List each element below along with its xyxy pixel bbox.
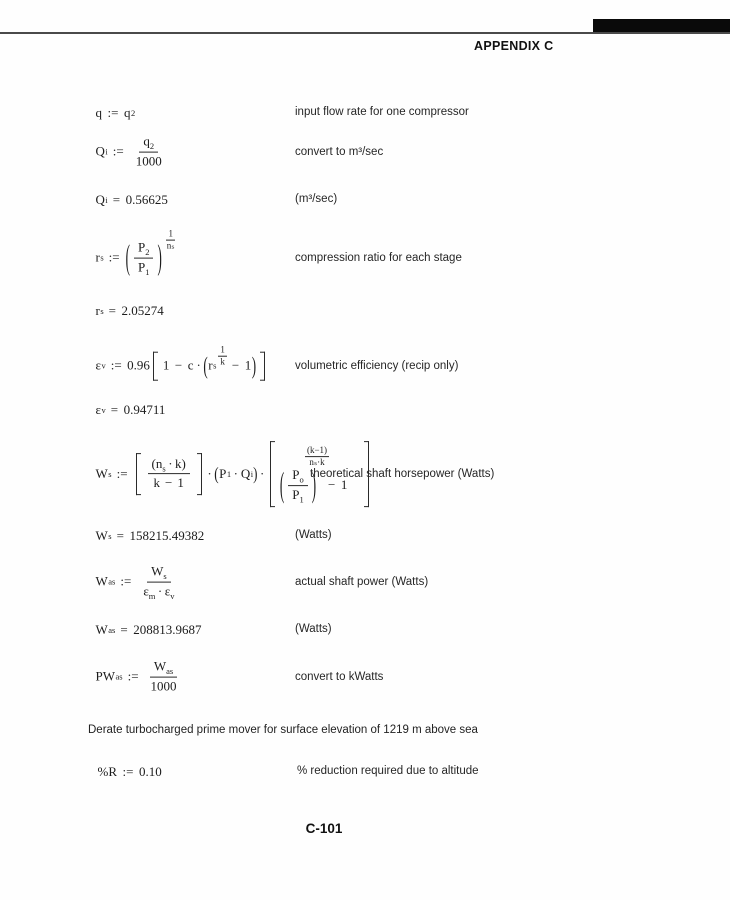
left-paren: ( bbox=[214, 463, 219, 484]
math-op: · bbox=[260, 466, 265, 481]
fraction bbox=[132, 134, 166, 171]
equation: W s = 158215.49382 bbox=[95, 528, 205, 543]
math-op: · bbox=[207, 466, 212, 481]
equation: PW as := $\frac{W_{as}}{1000}$ bbox=[95, 659, 184, 696]
math-var: W bbox=[95, 574, 108, 589]
math-sub: as bbox=[166, 666, 174, 677]
left-paren: ( bbox=[125, 236, 130, 277]
equation: ε v := 0.96 1 − c · ( r s 1 k − 1 ) bbox=[95, 352, 268, 381]
right-paren: ) bbox=[253, 463, 258, 484]
math-op: · bbox=[168, 455, 173, 471]
equation-row bbox=[95, 563, 429, 619]
numerator bbox=[134, 240, 153, 259]
math-var: P bbox=[219, 466, 227, 481]
math-op: := bbox=[122, 764, 134, 779]
annotation: convert to kWatts bbox=[295, 671, 384, 683]
right-paren: ) bbox=[157, 236, 162, 277]
math-op: := bbox=[107, 105, 119, 120]
math-var: W bbox=[95, 466, 108, 481]
math-op: − bbox=[231, 358, 240, 373]
equation-row bbox=[95, 105, 469, 130]
math-sub: o bbox=[299, 474, 304, 485]
math-sub: 1 bbox=[299, 494, 304, 505]
denominator bbox=[150, 475, 188, 493]
equation: q := q 2 bbox=[95, 105, 136, 120]
math-var: P bbox=[137, 239, 146, 255]
equation-row bbox=[97, 764, 479, 789]
math-var: q bbox=[95, 105, 102, 120]
math-var: c bbox=[187, 358, 194, 373]
annotation: compression ratio for each stage bbox=[295, 252, 462, 264]
math-value: 0.94711 bbox=[123, 402, 166, 417]
equation: r s = 2.05274 bbox=[95, 303, 164, 318]
math-value: 0.56625 bbox=[125, 192, 168, 207]
annotation: convert to m³/sec bbox=[295, 146, 384, 158]
numerator bbox=[148, 456, 190, 475]
math-var: ε bbox=[164, 583, 171, 599]
fraction bbox=[147, 659, 181, 696]
math-op: := bbox=[127, 669, 139, 684]
math-value: 0.96 bbox=[127, 358, 150, 373]
annotation: actual shaft power (Watts) bbox=[295, 576, 429, 588]
math-var: PW bbox=[95, 669, 115, 684]
annotation: theoretical shaft horsepower (Watts) bbox=[310, 468, 495, 480]
equation-row bbox=[95, 528, 332, 553]
math-op: = bbox=[110, 402, 119, 417]
right-paren: ) bbox=[181, 455, 186, 471]
numerator bbox=[139, 134, 158, 153]
math-op: := bbox=[110, 358, 122, 373]
math-var: W bbox=[151, 563, 164, 579]
derate-note: Derate turbocharged prime mover for surface elevation of 1219 m above sea bbox=[88, 724, 478, 736]
fraction bbox=[148, 456, 190, 493]
equation: Q i = 0.56625 bbox=[95, 192, 168, 207]
right-paren: ) bbox=[311, 463, 317, 505]
denominator: 1000 bbox=[135, 153, 162, 169]
equation-row bbox=[95, 658, 384, 714]
math-sub: s bbox=[162, 463, 166, 474]
math-op: − bbox=[328, 477, 336, 493]
math-value: (k−1) bbox=[306, 445, 328, 456]
fraction bbox=[139, 564, 178, 601]
equation-row bbox=[95, 192, 338, 217]
annotation: volumetric efficiency (recip only) bbox=[295, 360, 459, 372]
math-sub: 1 bbox=[145, 267, 150, 278]
math-var: r bbox=[208, 358, 213, 373]
math-var: k bbox=[175, 455, 182, 471]
math-op: := bbox=[120, 574, 132, 589]
math-var: P bbox=[292, 487, 300, 502]
equation-row bbox=[95, 228, 462, 295]
math-var: W bbox=[95, 528, 108, 543]
appendix-title: APPENDIX C bbox=[474, 39, 554, 53]
math-op: · bbox=[196, 358, 201, 373]
math-sub: m bbox=[148, 591, 156, 602]
denominator bbox=[288, 486, 307, 504]
equation-row bbox=[95, 622, 332, 647]
left-paren: ( bbox=[151, 455, 156, 471]
annotation: (m³/sec) bbox=[295, 193, 338, 205]
math-var: k bbox=[153, 475, 161, 491]
exponent-fraction bbox=[305, 445, 329, 468]
math-op: = bbox=[116, 528, 124, 543]
math-var: q bbox=[143, 133, 150, 149]
annotation: (Watts) bbox=[295, 623, 332, 635]
math-value: 0.10 bbox=[138, 764, 162, 779]
right-paren: ) bbox=[251, 350, 257, 380]
math-value: 1 bbox=[162, 358, 170, 373]
equation: ε v = 0.94711 bbox=[95, 402, 166, 417]
left-paren: ( bbox=[279, 463, 285, 505]
denominator bbox=[139, 583, 178, 601]
math-var: k bbox=[220, 356, 225, 367]
math-op: = bbox=[112, 192, 121, 207]
math-var: Q bbox=[95, 192, 105, 207]
annotation: (Watts) bbox=[295, 529, 332, 541]
math-op: − bbox=[165, 475, 173, 491]
equation-row bbox=[95, 303, 164, 328]
math-op: := bbox=[116, 466, 128, 481]
equation-row bbox=[95, 133, 384, 189]
math-var: q bbox=[123, 105, 131, 120]
math-op: := bbox=[108, 250, 120, 265]
exponent-fraction bbox=[218, 345, 227, 368]
fraction bbox=[288, 467, 307, 504]
math-op: · bbox=[233, 466, 238, 481]
math-op: · bbox=[157, 583, 163, 599]
math-var: W bbox=[95, 622, 108, 637]
math-var: Q bbox=[240, 466, 251, 481]
math-value: 1 bbox=[168, 228, 173, 239]
math-sub: 2 bbox=[149, 141, 155, 152]
math-sub: v bbox=[170, 591, 175, 602]
math-op: − bbox=[174, 358, 183, 373]
math-var: ε bbox=[95, 358, 101, 373]
math-sub: s bbox=[163, 571, 167, 582]
equation: W s := $\frac{(n_s \cdot k)}{k - 1}$ · ( P 1 · Q i ) · ( $\frac{P_o}{P_1}$ ) (k−1) nₛ·k − 1 bbox=[95, 441, 372, 507]
bracket-group: 1 − c · ( r s 1 k − 1 ) bbox=[153, 352, 265, 381]
math-var: Q bbox=[95, 144, 105, 159]
math-var: P bbox=[137, 259, 146, 275]
math-value: 1 bbox=[244, 358, 252, 373]
equation: W as := $\frac{W_s}{\varepsilon_m \cdot \varepsilon_v}$ bbox=[95, 564, 181, 601]
equation: r s := ( $\frac{P_2}{P_1}$ ) 1 nₛ bbox=[95, 240, 177, 277]
math-var: P bbox=[292, 467, 300, 483]
math-value: 2.05274 bbox=[121, 303, 164, 318]
header-black-bar bbox=[593, 19, 730, 32]
math-var: %R bbox=[97, 764, 117, 779]
math-value: 1 bbox=[340, 477, 348, 493]
math-var: r bbox=[95, 303, 100, 318]
math-op: = bbox=[108, 303, 116, 318]
equation bbox=[97, 764, 162, 780]
header-rule bbox=[0, 32, 730, 34]
math-var: W bbox=[153, 658, 167, 674]
right-bracket bbox=[260, 352, 265, 381]
math-op: = bbox=[120, 622, 128, 637]
annotation: % reduction required due to altitude bbox=[297, 765, 479, 777]
math-var: ε bbox=[95, 402, 101, 417]
math-sub: 2 bbox=[145, 247, 150, 258]
equation: Q i := $\frac{q_2}{1000}$ bbox=[95, 134, 169, 171]
math-op: := bbox=[112, 144, 124, 159]
equation-row bbox=[95, 402, 166, 427]
numerator bbox=[288, 467, 307, 486]
math-var: nₛ bbox=[166, 240, 175, 251]
denominator bbox=[134, 259, 153, 277]
numerator bbox=[150, 659, 177, 678]
math-var: ε bbox=[143, 583, 149, 599]
math-var: r bbox=[95, 250, 100, 265]
math-value: 1 bbox=[220, 344, 225, 355]
left-paren: ( bbox=[203, 350, 208, 380]
equation-row bbox=[95, 344, 459, 395]
annotation: input flow rate for one compressor bbox=[295, 106, 469, 118]
exponent-fraction bbox=[165, 229, 177, 252]
math-value: 1 bbox=[177, 475, 184, 491]
bracket-group bbox=[136, 453, 202, 496]
math-value: 208813.9687 bbox=[133, 622, 202, 637]
denominator: 1000 bbox=[150, 678, 177, 694]
math-var: n bbox=[155, 455, 163, 471]
equation: W as = 208813.9687 bbox=[95, 622, 202, 637]
right-bracket bbox=[197, 453, 202, 496]
numerator bbox=[147, 564, 171, 583]
math-var: nₛ·k bbox=[309, 456, 325, 467]
math-value: 158215.49382 bbox=[129, 528, 205, 543]
page-number: C-101 bbox=[305, 821, 343, 836]
fraction bbox=[134, 240, 153, 277]
